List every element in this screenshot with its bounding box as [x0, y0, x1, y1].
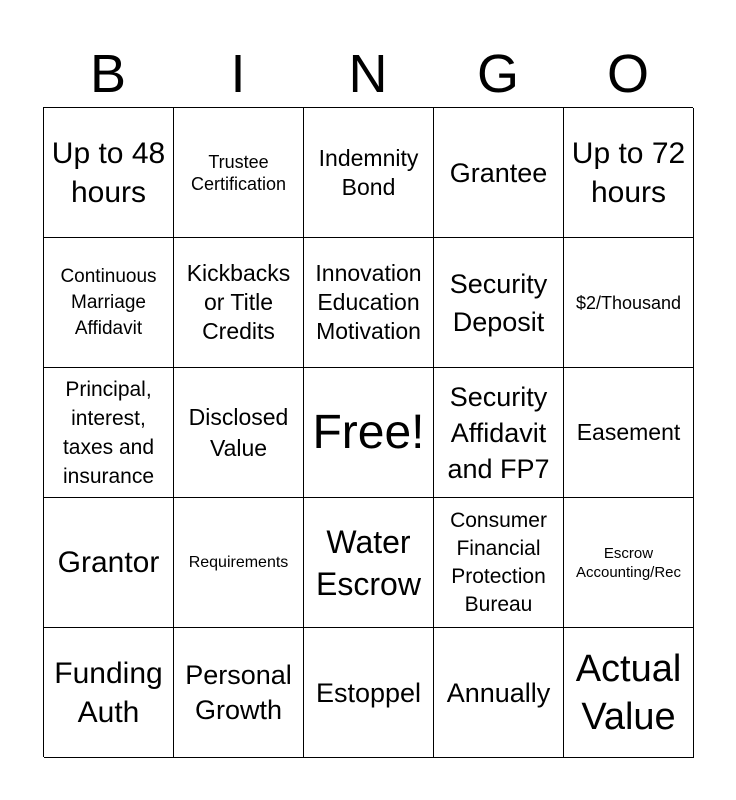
- bingo-cell[interactable]: [434, 628, 564, 758]
- bingo-cell[interactable]: [44, 498, 174, 628]
- bingo-cell[interactable]: [564, 498, 694, 628]
- bingo-cell[interactable]: [564, 108, 694, 238]
- header-letter-b: B: [89, 44, 127, 104]
- bingo-cell[interactable]: [44, 368, 174, 498]
- bingo-cell[interactable]: [174, 238, 304, 368]
- cell-text: Free!: [312, 405, 425, 459]
- cell-text: Water Escrow: [316, 523, 421, 602]
- bingo-cell[interactable]: [564, 628, 694, 758]
- cell-text: Kickbacks or Title Credits: [186, 260, 291, 344]
- cell-text: Principal, interest, taxes and insurance: [62, 377, 155, 488]
- bingo-card-grid: [43, 107, 693, 757]
- cell-text: Easement: [576, 419, 681, 445]
- cell-text: $2/Thousand: [575, 292, 682, 313]
- cell-text: Estoppel: [315, 677, 422, 708]
- bingo-cell[interactable]: [434, 368, 564, 498]
- bingo-cell[interactable]: [174, 628, 304, 758]
- bingo-cell[interactable]: [44, 238, 174, 368]
- cell-text: Grantor: [57, 546, 160, 579]
- bingo-header: [43, 40, 693, 108]
- header-letter-g: G: [476, 44, 519, 104]
- bingo-cell[interactable]: [44, 628, 174, 758]
- cell-text: Personal Growth: [185, 659, 292, 725]
- free-space-cell[interactable]: [304, 368, 434, 498]
- bingo-cell[interactable]: [434, 238, 564, 368]
- bingo-cell[interactable]: [174, 498, 304, 628]
- bingo-cell[interactable]: [304, 628, 434, 758]
- bingo-cell[interactable]: [564, 368, 694, 498]
- header-letter-o: O: [606, 44, 649, 104]
- cell-text: Up to 48 hours: [51, 136, 166, 209]
- bingo-cell[interactable]: [304, 498, 434, 628]
- cell-text: Grantee: [449, 157, 548, 188]
- bingo-cell[interactable]: [434, 108, 564, 238]
- bingo-cell[interactable]: [44, 108, 174, 238]
- bingo-cell[interactable]: [174, 108, 304, 238]
- bingo-cell[interactable]: [304, 238, 434, 368]
- bingo-cell[interactable]: [304, 108, 434, 238]
- cell-text: Disclosed Value: [188, 403, 289, 461]
- header-letter-n: N: [348, 44, 388, 104]
- cell-text: Consumer Financial Protection Bureau: [450, 508, 547, 616]
- header-letter-i: I: [230, 44, 246, 104]
- cell-text: Funding Auth: [54, 656, 163, 729]
- cell-text: Security Affidavit and FP7: [447, 381, 550, 484]
- bingo-cell[interactable]: [434, 498, 564, 628]
- cell-text: Innovation Education Motivation: [315, 260, 422, 344]
- cell-text: Trustee Certification: [190, 151, 287, 194]
- cell-text: Requirements: [188, 554, 289, 571]
- cell-text: Actual Value: [575, 647, 682, 738]
- cell-text: Annually: [446, 677, 551, 708]
- cell-text: Indemnity Bond: [318, 144, 419, 200]
- cell-text: Up to 72 hours: [571, 136, 686, 209]
- cell-text: Security Deposit: [449, 268, 548, 337]
- bingo-cell[interactable]: [564, 238, 694, 368]
- cell-text: Continuous Marriage Affidavit: [60, 265, 157, 339]
- cell-text: Escrow Accounting/Rec: [575, 544, 682, 581]
- bingo-cell[interactable]: [174, 368, 304, 498]
